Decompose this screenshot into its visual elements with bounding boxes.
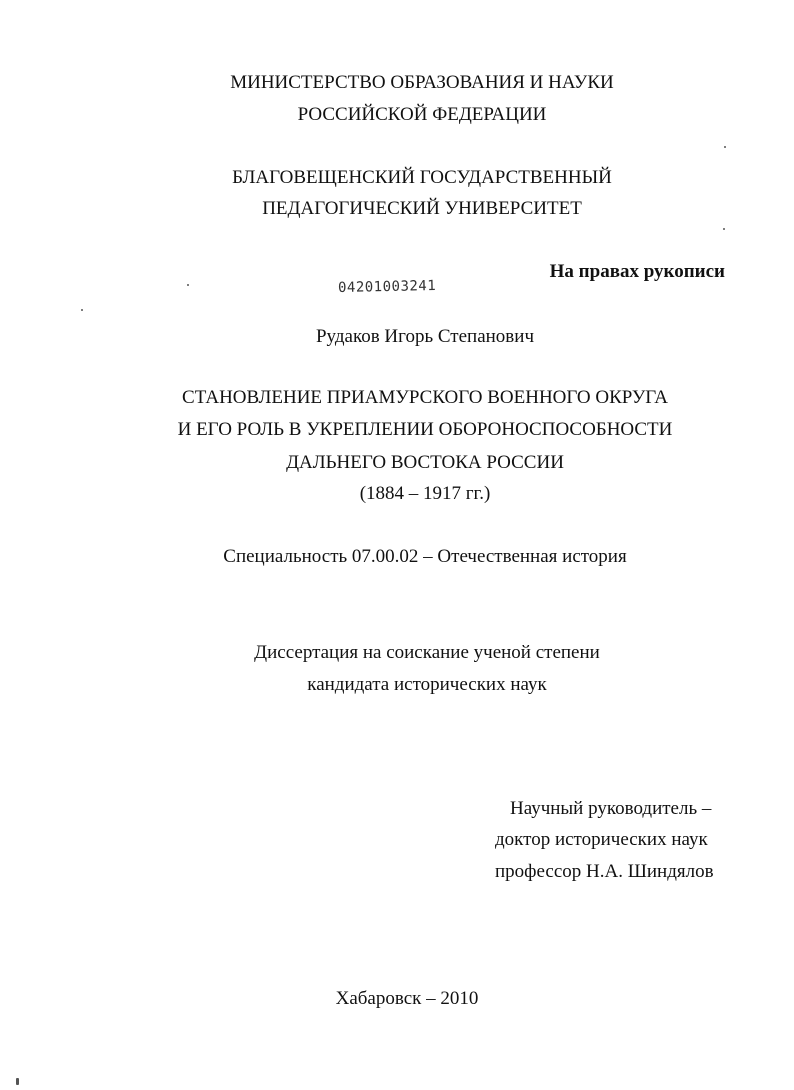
- specialty: Специальность 07.00.02 – Отечественная история: [223, 546, 627, 567]
- supervisor-degree: доктор исторических наук: [495, 829, 708, 850]
- title-years: (1884 – 1917 гг.): [359, 483, 491, 504]
- scan-speck: [187, 284, 189, 286]
- scan-speck: [81, 309, 83, 311]
- dissertation-degree-line-2: кандидата исторических наук: [307, 674, 547, 695]
- author-name: Рудаков Игорь Степанович: [315, 326, 535, 347]
- supervisor-name: профессор Н.А. Шиндялов: [495, 861, 714, 882]
- title-line-3: ДАЛЬНЕГО ВОСТОКА РОССИИ: [286, 452, 564, 473]
- scan-speck: [723, 228, 725, 230]
- city-year: Хабаровск – 2010: [335, 988, 479, 1009]
- library-stamp-number: 04201003241: [337, 277, 437, 297]
- scan-speck: [16, 1078, 19, 1085]
- ministry-line-2: РОССИЙСКОЙ ФЕДЕРАЦИИ: [297, 104, 547, 125]
- ministry-line-1: МИНИСТЕРСТВО ОБРАЗОВАНИЯ И НАУКИ: [230, 72, 614, 93]
- university-line-2: ПЕДАГОГИЧЕСКИЙ УНИВЕРСИТЕТ: [262, 198, 582, 219]
- scan-speck: [724, 146, 726, 148]
- manuscript-rights-note: На правах рукописи: [549, 261, 725, 282]
- title-line-1: СТАНОВЛЕНИЕ ПРИАМУРСКОГО ВОЕННОГО ОКРУГА: [182, 387, 668, 408]
- supervisor-label: Научный руководитель –: [510, 798, 712, 819]
- dissertation-degree-line-1: Диссертация на соискание ученой степени: [254, 642, 600, 663]
- title-line-2: И ЕГО РОЛЬ В УКРЕПЛЕНИИ ОБОРОНОСПОСОБНОСТИ: [177, 419, 673, 440]
- university-line-1: БЛАГОВЕЩЕНСКИЙ ГОСУДАРСТВЕННЫЙ: [232, 167, 612, 188]
